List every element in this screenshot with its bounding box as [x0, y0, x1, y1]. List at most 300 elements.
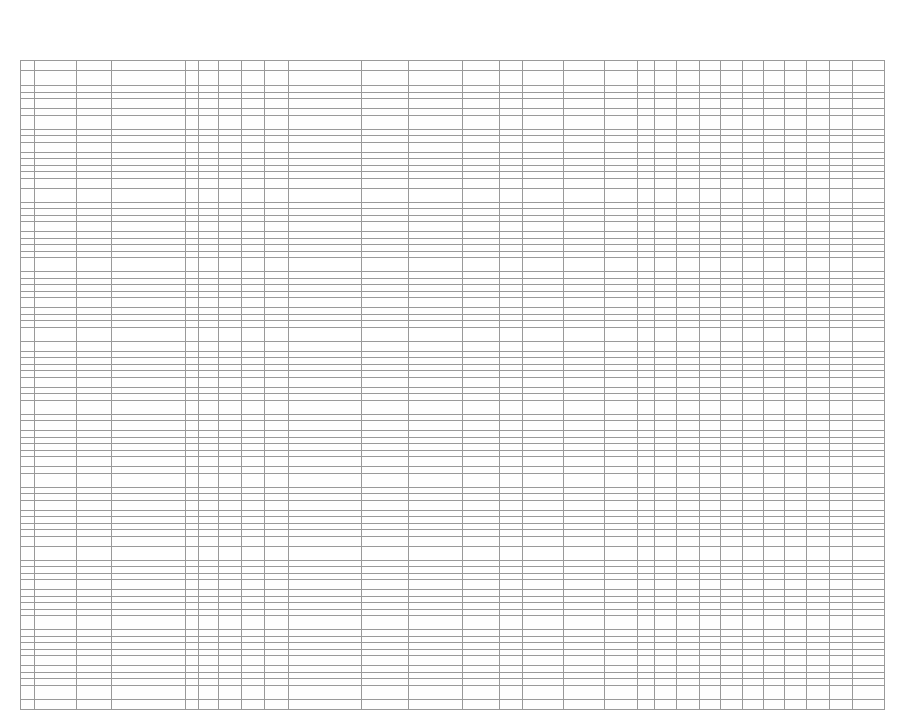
table-cell: [409, 500, 463, 510]
table-cell: [186, 178, 198, 188]
table-cell: [111, 473, 185, 487]
header-column-cell: [111, 71, 185, 86]
table-row: [21, 699, 885, 709]
table-cell: [219, 473, 242, 487]
table-cell: [499, 400, 522, 414]
table-cell: [654, 298, 677, 308]
header-column-cell: [743, 71, 764, 86]
table-cell: [764, 473, 785, 487]
table-cell: [563, 188, 604, 202]
table-cell: [852, 222, 884, 232]
table-cell: [677, 473, 700, 487]
table-cell: [807, 188, 830, 202]
table-cell: [198, 99, 219, 109]
table-cell: [264, 400, 289, 414]
header-group-cell: [700, 61, 721, 71]
table-cell: [807, 222, 830, 232]
table-cell: [499, 500, 522, 510]
table-cell: [198, 142, 219, 152]
table-cell: [76, 115, 111, 129]
table-cell: [289, 685, 361, 699]
header-group-cell: [852, 61, 884, 71]
table-cell: [654, 536, 677, 546]
table-cell: [499, 341, 522, 351]
table-row: [21, 178, 885, 188]
table-cell: [654, 142, 677, 152]
table-cell: [784, 656, 807, 666]
table-cell: [241, 115, 264, 129]
table-cell: [198, 327, 219, 341]
table-cell: [21, 536, 35, 546]
table-cell: [198, 222, 219, 232]
table-cell: [219, 616, 242, 630]
table-cell: [111, 580, 185, 590]
table-cell: [264, 188, 289, 202]
table-cell: [219, 536, 242, 546]
table-cell: [186, 377, 198, 387]
table-cell: [563, 536, 604, 546]
header-column-cell: [563, 71, 604, 86]
table-cell: [111, 327, 185, 341]
table-cell: [563, 685, 604, 699]
table-cell: [654, 327, 677, 341]
table-cell: [499, 699, 522, 709]
header-group-cell: [807, 61, 830, 71]
table-cell: [700, 327, 721, 341]
table-cell: [605, 327, 638, 341]
header-group-cell: [361, 61, 408, 71]
header-column-row: [21, 71, 885, 86]
table-cell: [830, 142, 853, 152]
table-cell: [638, 699, 655, 709]
table-row: [21, 400, 885, 414]
table-cell: [784, 536, 807, 546]
table-cell: [241, 178, 264, 188]
table-cell: [807, 142, 830, 152]
table-cell: [21, 580, 35, 590]
table-cell: [111, 258, 185, 272]
header-column-cell: [677, 71, 700, 86]
table-cell: [852, 258, 884, 272]
table-cell: [198, 699, 219, 709]
header-column-cell: [264, 71, 289, 86]
table-cell: [764, 178, 785, 188]
table-cell: [830, 473, 853, 487]
table-cell: [654, 188, 677, 202]
header-column-cell: [21, 71, 35, 86]
table-cell: [462, 142, 499, 152]
table-cell: [852, 142, 884, 152]
table-cell: [35, 178, 76, 188]
table-cell: [784, 685, 807, 699]
table-cell: [462, 258, 499, 272]
table-cell: [677, 616, 700, 630]
table-cell: [638, 616, 655, 630]
table-cell: [264, 500, 289, 510]
table-cell: [743, 685, 764, 699]
table-cell: [21, 500, 35, 510]
table-cell: [654, 580, 677, 590]
table-cell: [462, 421, 499, 431]
table-cell: [654, 377, 677, 387]
table-cell: [720, 616, 743, 630]
header-group-cell: [241, 61, 264, 71]
table-cell: [409, 258, 463, 272]
table-row: [21, 616, 885, 630]
table-cell: [677, 685, 700, 699]
table-cell: [605, 178, 638, 188]
table-cell: [219, 99, 242, 109]
table-cell: [462, 188, 499, 202]
table-cell: [462, 457, 499, 467]
table-cell: [198, 400, 219, 414]
table-cell: [764, 685, 785, 699]
table-cell: [186, 99, 198, 109]
table-cell: [654, 178, 677, 188]
table-cell: [764, 222, 785, 232]
table-cell: [361, 188, 408, 202]
table-cell: [219, 500, 242, 510]
table-cell: [677, 341, 700, 351]
table-cell: [638, 536, 655, 546]
table-cell: [743, 341, 764, 351]
table-cell: [462, 546, 499, 560]
table-cell: [241, 546, 264, 560]
header-group-cell: [111, 61, 185, 71]
table-cell: [35, 546, 76, 560]
table-cell: [852, 685, 884, 699]
table-cell: [409, 178, 463, 188]
table-cell: [111, 457, 185, 467]
table-cell: [499, 377, 522, 387]
table-cell: [409, 99, 463, 109]
table-cell: [638, 341, 655, 351]
table-cell: [807, 685, 830, 699]
table-cell: [264, 656, 289, 666]
table-cell: [563, 115, 604, 129]
header-group-cell: [605, 61, 638, 71]
table-cell: [784, 546, 807, 560]
table-cell: [499, 616, 522, 630]
table-cell: [76, 99, 111, 109]
table-cell: [241, 473, 264, 487]
table-row: [21, 142, 885, 152]
table-cell: [289, 188, 361, 202]
table-cell: [830, 400, 853, 414]
table-cell: [605, 580, 638, 590]
table-cell: [499, 142, 522, 152]
table-cell: [35, 222, 76, 232]
table-cell: [830, 699, 853, 709]
table-cell: [499, 685, 522, 699]
table-cell: [289, 298, 361, 308]
table-cell: [35, 258, 76, 272]
table-cell: [198, 616, 219, 630]
table-cell: [35, 142, 76, 152]
header-column-cell: [198, 71, 219, 86]
table-cell: [700, 699, 721, 709]
table-row: [21, 500, 885, 510]
table-cell: [638, 473, 655, 487]
table-cell: [409, 699, 463, 709]
table-cell: [198, 298, 219, 308]
table-cell: [35, 580, 76, 590]
header-group-cell: [499, 61, 522, 71]
table-cell: [654, 421, 677, 431]
table-cell: [186, 142, 198, 152]
table-cell: [289, 421, 361, 431]
table-cell: [807, 400, 830, 414]
table-cell: [743, 546, 764, 560]
table-cell: [409, 188, 463, 202]
header-column-cell: [807, 71, 830, 86]
table-cell: [499, 580, 522, 590]
table-cell: [198, 546, 219, 560]
table-cell: [76, 699, 111, 709]
table-cell: [76, 656, 111, 666]
table-cell: [21, 400, 35, 414]
table-cell: [219, 580, 242, 590]
table-cell: [807, 457, 830, 467]
table-cell: [654, 473, 677, 487]
table-cell: [241, 142, 264, 152]
table-cell: [264, 327, 289, 341]
table-cell: [186, 473, 198, 487]
table-cell: [409, 473, 463, 487]
table-cell: [720, 222, 743, 232]
table-cell: [638, 685, 655, 699]
table-cell: [563, 142, 604, 152]
table-cell: [35, 377, 76, 387]
header-column-cell: [186, 71, 198, 86]
table-cell: [852, 298, 884, 308]
table-cell: [21, 188, 35, 202]
table-cell: [743, 500, 764, 510]
table-cell: [743, 188, 764, 202]
table-cell: [605, 341, 638, 351]
table-cell: [830, 546, 853, 560]
table-cell: [784, 457, 807, 467]
table-cell: [241, 685, 264, 699]
header-group-cell: [21, 61, 35, 71]
table-cell: [638, 142, 655, 152]
table-cell: [605, 500, 638, 510]
table-cell: [111, 178, 185, 188]
table-cell: [677, 580, 700, 590]
table-cell: [289, 536, 361, 546]
table-cell: [462, 699, 499, 709]
table-cell: [35, 298, 76, 308]
table-cell: [563, 421, 604, 431]
table-cell: [605, 99, 638, 109]
table-cell: [522, 258, 563, 272]
table-cell: [21, 656, 35, 666]
table-cell: [264, 142, 289, 152]
table-cell: [409, 616, 463, 630]
table-cell: [700, 656, 721, 666]
table-cell: [743, 656, 764, 666]
header-group-cell: [409, 61, 463, 71]
table-cell: [264, 178, 289, 188]
table-cell: [264, 341, 289, 351]
table-cell: [219, 457, 242, 467]
table-cell: [830, 327, 853, 341]
table-cell: [522, 377, 563, 387]
table-cell: [76, 188, 111, 202]
table-cell: [807, 656, 830, 666]
table-cell: [784, 298, 807, 308]
header-column-cell: [764, 71, 785, 86]
table-cell: [830, 421, 853, 431]
table-cell: [289, 222, 361, 232]
table-cell: [830, 536, 853, 546]
table-cell: [522, 341, 563, 351]
table-cell: [111, 298, 185, 308]
table-cell: [638, 99, 655, 109]
table-cell: [743, 377, 764, 387]
table-cell: [76, 327, 111, 341]
table-cell: [219, 685, 242, 699]
table-cell: [462, 616, 499, 630]
table-cell: [852, 400, 884, 414]
table-cell: [852, 99, 884, 109]
table-cell: [700, 400, 721, 414]
table-cell: [784, 222, 807, 232]
table-row: [21, 99, 885, 109]
table-cell: [409, 327, 463, 341]
table-cell: [677, 457, 700, 467]
table-cell: [499, 457, 522, 467]
table-cell: [852, 580, 884, 590]
table-cell: [462, 536, 499, 546]
table-cell: [111, 500, 185, 510]
table-cell: [605, 685, 638, 699]
table-cell: [743, 457, 764, 467]
table-cell: [700, 616, 721, 630]
table-cell: [743, 616, 764, 630]
header-column-cell: [522, 71, 563, 86]
header-group-cell: [830, 61, 853, 71]
table-cell: [219, 341, 242, 351]
table-cell: [409, 685, 463, 699]
table-cell: [409, 400, 463, 414]
table-cell: [784, 500, 807, 510]
table-cell: [605, 188, 638, 202]
table-cell: [35, 656, 76, 666]
table-cell: [654, 616, 677, 630]
header-group-cell: [522, 61, 563, 71]
table-cell: [764, 536, 785, 546]
table-cell: [35, 341, 76, 351]
table-cell: [289, 699, 361, 709]
table-cell: [409, 377, 463, 387]
table-cell: [186, 500, 198, 510]
table-cell: [654, 115, 677, 129]
table-cell: [289, 546, 361, 560]
table-cell: [720, 178, 743, 188]
table-cell: [605, 142, 638, 152]
table-cell: [700, 258, 721, 272]
table-cell: [654, 341, 677, 351]
table-cell: [563, 546, 604, 560]
table-cell: [462, 377, 499, 387]
table-cell: [638, 298, 655, 308]
table-row: [21, 258, 885, 272]
table-cell: [764, 99, 785, 109]
table-cell: [76, 457, 111, 467]
table-cell: [720, 298, 743, 308]
table-cell: [361, 327, 408, 341]
table-cell: [409, 580, 463, 590]
header-column-cell: [605, 71, 638, 86]
table-cell: [264, 616, 289, 630]
table-cell: [700, 457, 721, 467]
table-cell: [499, 258, 522, 272]
table-cell: [76, 580, 111, 590]
table-cell: [605, 421, 638, 431]
table-cell: [563, 99, 604, 109]
table-cell: [605, 298, 638, 308]
table-cell: [76, 421, 111, 431]
table-cell: [852, 115, 884, 129]
table-cell: [241, 341, 264, 351]
table-cell: [289, 500, 361, 510]
table-cell: [198, 421, 219, 431]
table-cell: [605, 258, 638, 272]
header-column-cell: [654, 71, 677, 86]
table-cell: [654, 699, 677, 709]
table-cell: [654, 546, 677, 560]
table-cell: [784, 327, 807, 341]
table-cell: [409, 142, 463, 152]
table-cell: [764, 298, 785, 308]
table-cell: [198, 188, 219, 202]
table-cell: [264, 115, 289, 129]
table-cell: [563, 699, 604, 709]
table-cell: [111, 115, 185, 129]
table-cell: [784, 699, 807, 709]
table-cell: [700, 580, 721, 590]
table-cell: [361, 421, 408, 431]
table-cell: [289, 656, 361, 666]
table-cell: [289, 142, 361, 152]
table-cell: [830, 685, 853, 699]
table-cell: [35, 188, 76, 202]
table-cell: [522, 685, 563, 699]
table-cell: [499, 222, 522, 232]
table-cell: [499, 115, 522, 129]
table-cell: [654, 99, 677, 109]
table-cell: [219, 699, 242, 709]
table-cell: [241, 421, 264, 431]
table-cell: [654, 500, 677, 510]
table-cell: [264, 699, 289, 709]
table-cell: [241, 258, 264, 272]
table-cell: [219, 421, 242, 431]
table-cell: [638, 400, 655, 414]
table-cell: [76, 258, 111, 272]
table-cell: [35, 536, 76, 546]
table-cell: [743, 142, 764, 152]
table-cell: [638, 500, 655, 510]
table-cell: [638, 222, 655, 232]
table-cell: [241, 188, 264, 202]
table-cell: [289, 99, 361, 109]
table-cell: [198, 656, 219, 666]
table-cell: [677, 421, 700, 431]
table-cell: [700, 500, 721, 510]
table-cell: [111, 377, 185, 387]
